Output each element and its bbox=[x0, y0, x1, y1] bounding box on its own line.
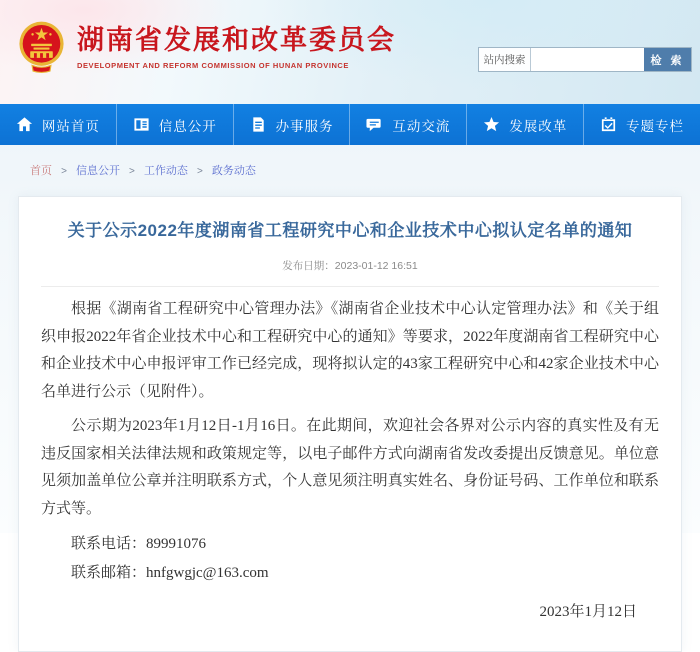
site-header bbox=[0, 0, 700, 104]
contact-email bbox=[41, 559, 659, 588]
publish-date bbox=[41, 258, 659, 273]
contact-phone bbox=[41, 530, 659, 559]
site-search-bar bbox=[478, 47, 692, 72]
breadcrumb bbox=[0, 145, 700, 196]
breadcrumb-separator: > bbox=[129, 166, 135, 177]
main-nav bbox=[0, 104, 700, 145]
national-emblem-logo bbox=[18, 20, 65, 76]
calendar-icon bbox=[600, 116, 617, 133]
nav-item-label: 信息公开 bbox=[158, 118, 217, 134]
site-search-input[interactable] bbox=[531, 48, 644, 71]
nav-item-label: 互动交流 bbox=[392, 118, 451, 134]
nav-item-label: 办事服务 bbox=[275, 118, 334, 134]
nav-item-label: 专题专栏 bbox=[626, 118, 685, 134]
nav-item-home[interactable] bbox=[0, 104, 117, 145]
title-divider bbox=[41, 286, 659, 287]
star-icon bbox=[483, 116, 500, 133]
article-title: 关于公示2022年度湖南省工程研究中心和企业技术中心拟认定名单的通知 bbox=[67, 221, 633, 240]
home-icon bbox=[16, 116, 33, 133]
article-container bbox=[18, 196, 682, 652]
site-search-label: 站内搜索 bbox=[479, 48, 531, 71]
breadcrumb-gov-updates[interactable]: 政务动态 bbox=[211, 165, 256, 177]
article-paragraph-2: 公示期为2023年1月12日-1月16日。在此期间，欢迎社会各界对公示内容的真实性及有无违反国家相关法律法规和政策规定等，以电子邮件方式向湖南省发改委提出反馈意见。单位意见须加盖单位公章并注明联系方式，个人意见须注明真实姓名、身份证号码、工作单位和联系方式等。 bbox=[41, 417, 659, 518]
breadcrumb-separator: > bbox=[197, 166, 203, 177]
chat-icon bbox=[366, 116, 383, 133]
contact-phone-label: 联系电话： bbox=[71, 535, 147, 552]
breadcrumb-home[interactable]: 首页 bbox=[30, 165, 52, 177]
nav-item-interaction[interactable] bbox=[350, 104, 467, 145]
brand-text bbox=[77, 26, 396, 70]
search-submit-button[interactable]: 检 索 bbox=[644, 48, 691, 71]
nav-item-info-disclosure[interactable] bbox=[117, 104, 234, 145]
nav-item-label: 网站首页 bbox=[41, 118, 100, 134]
contact-email-label: 联系邮箱： bbox=[71, 565, 147, 582]
brand bbox=[18, 20, 396, 76]
site-name: 湖南省发展和改革委员会 bbox=[77, 25, 396, 56]
nav-item-services[interactable] bbox=[234, 104, 351, 145]
nav-item-development-reform[interactable] bbox=[467, 104, 584, 145]
contact-phone-value: 89991076 bbox=[146, 535, 207, 552]
publish-date-label: 发布日期： bbox=[282, 259, 335, 272]
publish-date-value: 2023-01-12 16:51 bbox=[334, 259, 418, 272]
site-name-en: DEVELOPMENT AND REFORM COMMISSION OF HUNAN PROVINCE bbox=[77, 60, 349, 70]
service-document-icon bbox=[250, 116, 267, 133]
info-disclosure-icon bbox=[133, 116, 150, 133]
article-paragraph-1: 根据《湖南省工程研究中心管理办法》《湖南省企业技术中心认定管理办法》和《关于组织申报2022年省企业技术中心和工程研究中心的通知》等要求，2022年度湖南省工程研究中心和企业技术中心申报评审工作已经完成，现将拟认定的43家工程研究中心和42家企业技术中心名单进行公示（见附件）。 bbox=[41, 300, 659, 401]
contact-email-value: hnfgwgjc@163.com bbox=[146, 565, 269, 582]
nav-item-special-columns[interactable] bbox=[584, 104, 700, 145]
nav-item-label: 发展改革 bbox=[509, 118, 568, 134]
breadcrumb-info-disclosure[interactable]: 信息公开 bbox=[75, 165, 120, 177]
breadcrumb-work-updates[interactable]: 工作动态 bbox=[143, 165, 188, 177]
breadcrumb-separator: > bbox=[61, 166, 67, 177]
sign-date: 2023年1月12日 bbox=[539, 604, 637, 621]
